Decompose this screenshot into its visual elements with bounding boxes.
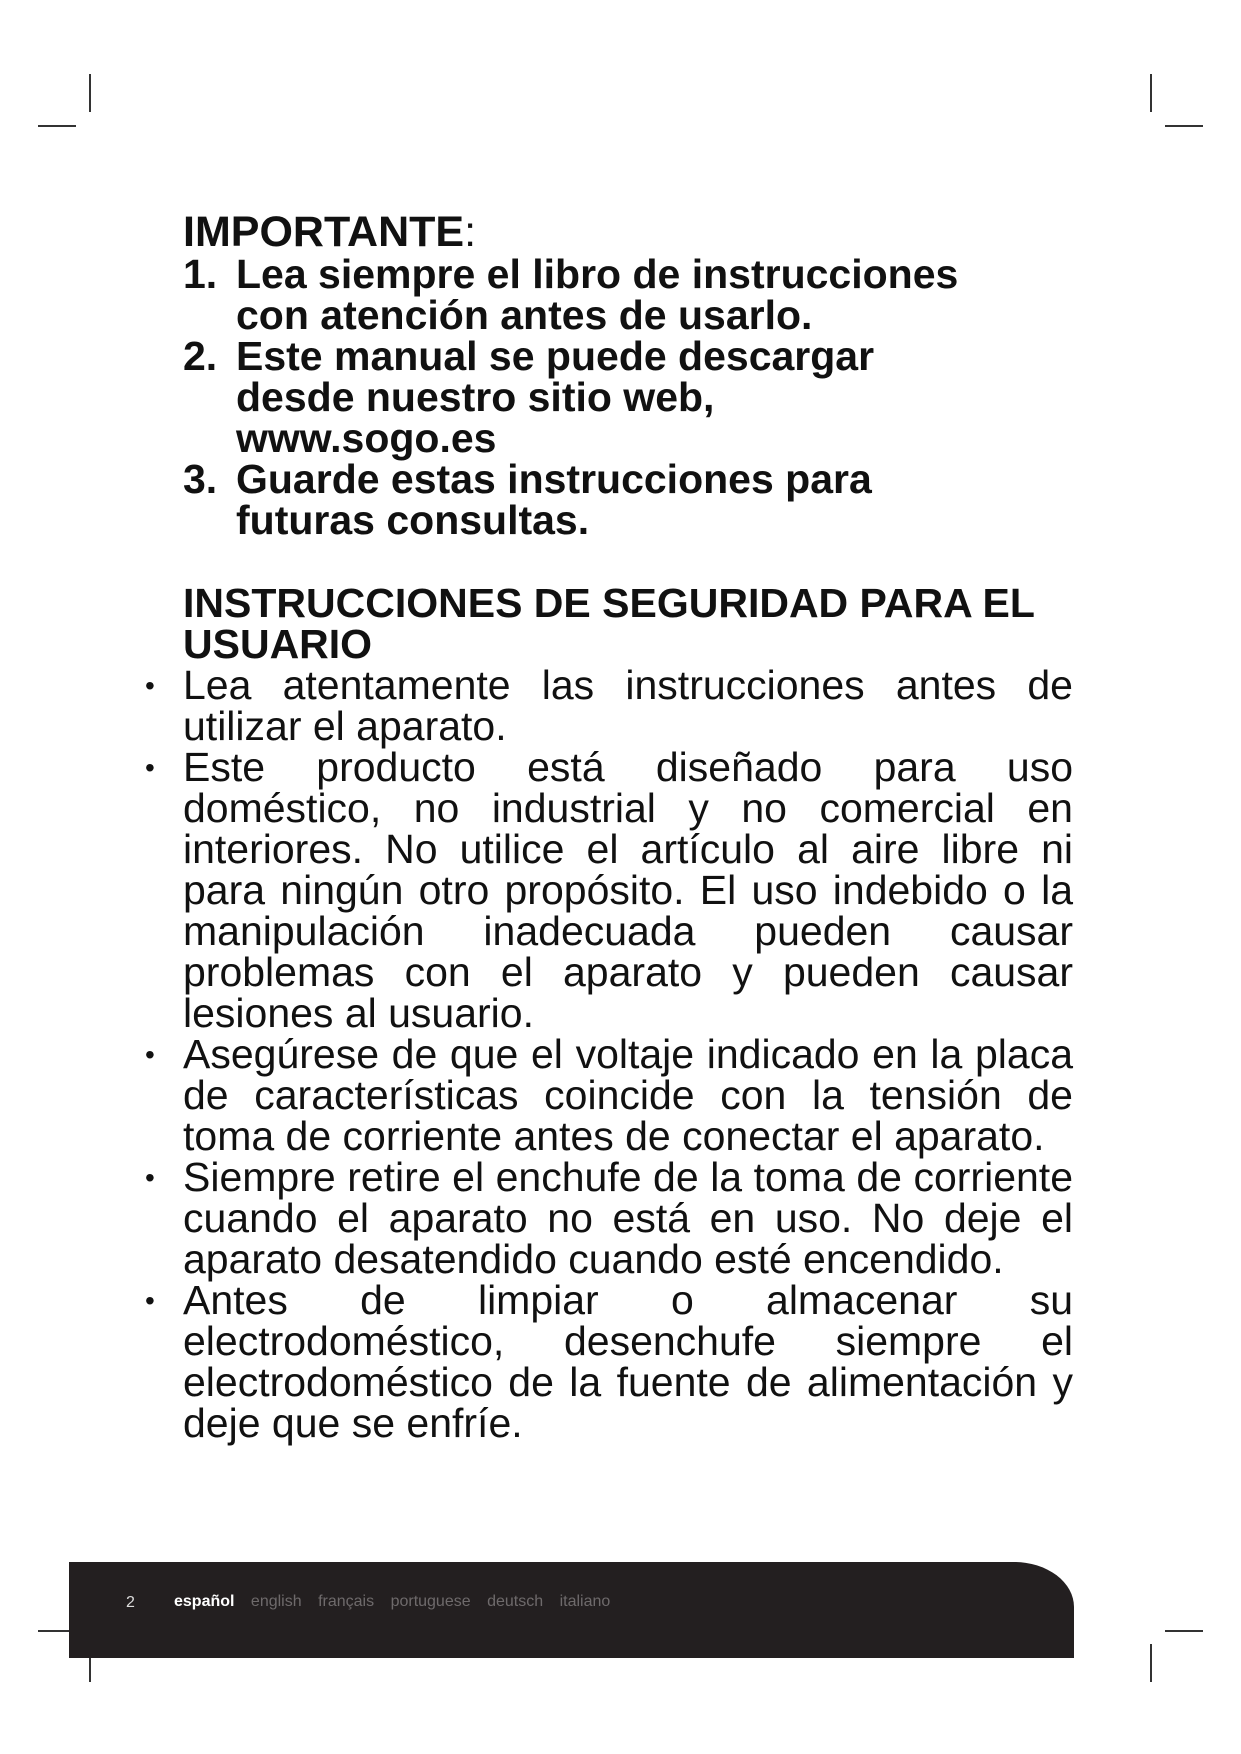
important-item-line: Lea siempre el libro de instrucciones [236,251,959,297]
safety-title: INSTRUCCIONES DE SEGURIDAD PARA EL USUARIO [183,580,1035,667]
safety-bullet-text: Este producto está diseñado para uso doméstico, no industrial y no comercial en interiores. No utilice el artículo al aire libre ni para ningún otro propósito. El uso indebido o la manipulación inadecuada pueden causar problemas con el aparato y pueden causar lesiones al usuario. [183,744,1073,1036]
safety-bullet-2 [145,744,1073,1036]
page-content [145,208,1073,1446]
crop-mark-top-left-horizontal [38,125,76,127]
important-item-line: futuras consultas. [236,497,590,543]
language-francais[interactable]: français [318,1593,375,1610]
language-selector [174,1593,622,1611]
language-espanol[interactable]: español [174,1593,235,1610]
crop-mark-top-right-horizontal [1165,125,1203,127]
page-number: 2 [126,1594,135,1611]
safety-bullet-1 [145,662,1073,749]
safety-bullet-3 [145,1031,1073,1159]
bullet-icon: • [145,1285,155,1316]
important-item-number: 1. [183,251,218,297]
safety-bullet-list [145,662,1073,1446]
important-item-line: con atención antes de usarlo. [236,292,813,338]
important-heading-colon: : [464,208,477,256]
important-heading [183,210,1073,254]
safety-bullet-text: Antes de limpiar o almacenar su electrodoméstico, desenchufe siempre el electrodoméstico de la fuente de alimentación y deje que se enfríe. [183,1277,1073,1446]
important-item-line: desde nuestro sitio web, [236,374,715,420]
crop-mark-top-left-vertical [89,74,91,112]
safety-bullet-4 [145,1154,1073,1282]
website-link[interactable]: www.sogo.es [236,415,497,461]
crop-mark-bottom-right-horizontal [1165,1630,1203,1632]
important-item-1 [183,251,1073,338]
safety-bullet-text: Siempre retire el enchufe de la toma de corriente cuando el aparato no está en uso. No deje el aparato desatendido cuando esté encendido. [183,1154,1073,1282]
important-item-line: Guarde estas instrucciones para [236,456,872,502]
language-portuguese[interactable]: portuguese [390,1593,471,1610]
important-item-line: Este manual se puede descargar [236,333,875,379]
important-item-number: 2. [183,333,218,379]
important-heading-text: IMPORTANTE [183,208,465,256]
important-list [183,251,1073,543]
bullet-icon: • [145,670,155,701]
important-item-number: 3. [183,456,218,502]
safety-bullet-5 [145,1277,1073,1446]
bullet-icon: • [145,1039,155,1070]
important-item-2 [183,333,1073,461]
language-english[interactable]: english [250,1593,302,1610]
crop-mark-bottom-right-vertical [1150,1644,1152,1682]
crop-mark-top-right-vertical [1150,74,1152,112]
language-deutsch[interactable]: deutsch [487,1593,544,1610]
footer-bar [69,1562,1074,1658]
safety-bullet-text: Lea atentamente las instrucciones antes de utilizar el aparato. [183,662,1073,749]
bullet-icon: • [145,752,155,783]
safety-bullet-text: Asegúrese de que el voltaje indicado en la placa de características coincide con la tensión de toma de corriente antes de conectar el aparato. [183,1031,1073,1159]
bullet-icon: • [145,1162,155,1193]
language-italiano[interactable]: italiano [559,1593,611,1610]
important-item-3 [183,456,1073,543]
